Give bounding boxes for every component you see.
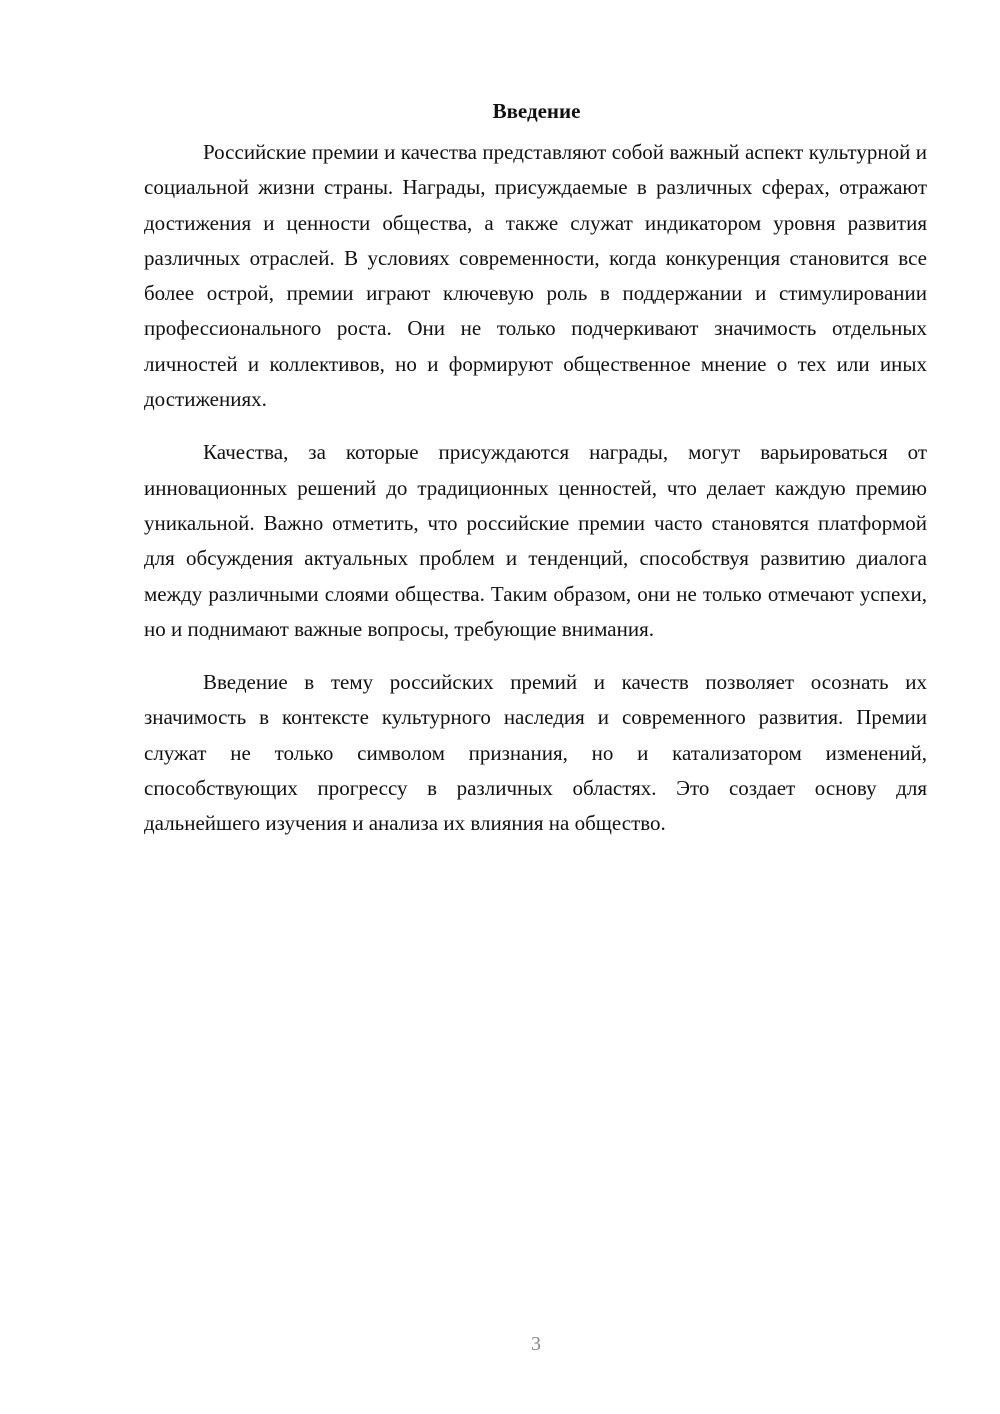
paragraph-2: Качества, за которые присуждаются награды, могут варьироваться от инновационных решений до традиционных ценностей, что делает каждую премию уникальной. Важно отметить, что российские премии часто становятся платформой для обсуждения актуальных проблем и тенденций, способствуя развитию диалога между различными слоями общества. Таким образом, они не только отмечают успехи, но и поднимают важные вопросы, требующие внимания. — [144, 440, 927, 641]
paragraph-1: Российские премии и качества представляют собой важный аспект культурной и социальной жизни страны. Награды, присуждаемые в различных сферах, отражают достижения и ценности общества, а также служат индикатором уровня развития различных отраслей. В условиях современности, когда конкуренция становится все более острой, премии играют ключевую роль в поддержании и стимулировании профессионального роста. Они не только подчеркивают значимость отдельных личностей и коллективов, но и формируют общественное мнение о тех или иных достижениях. — [144, 140, 927, 412]
section-title: Введение — [492, 99, 581, 123]
paragraph-3: Введение в тему российских премий и качеств позволяет осознать их значимость в контексте культурного наследия и современного развития. Премии служат не только символом признания, но и катализатором изменений, способствующих прогрессу в различных областях. Это создает основу для дальнейшего изучения и анализа их влияния на общество. — [144, 670, 927, 836]
page-number: 3 — [531, 1333, 541, 1355]
page-content — [144, 92, 927, 842]
